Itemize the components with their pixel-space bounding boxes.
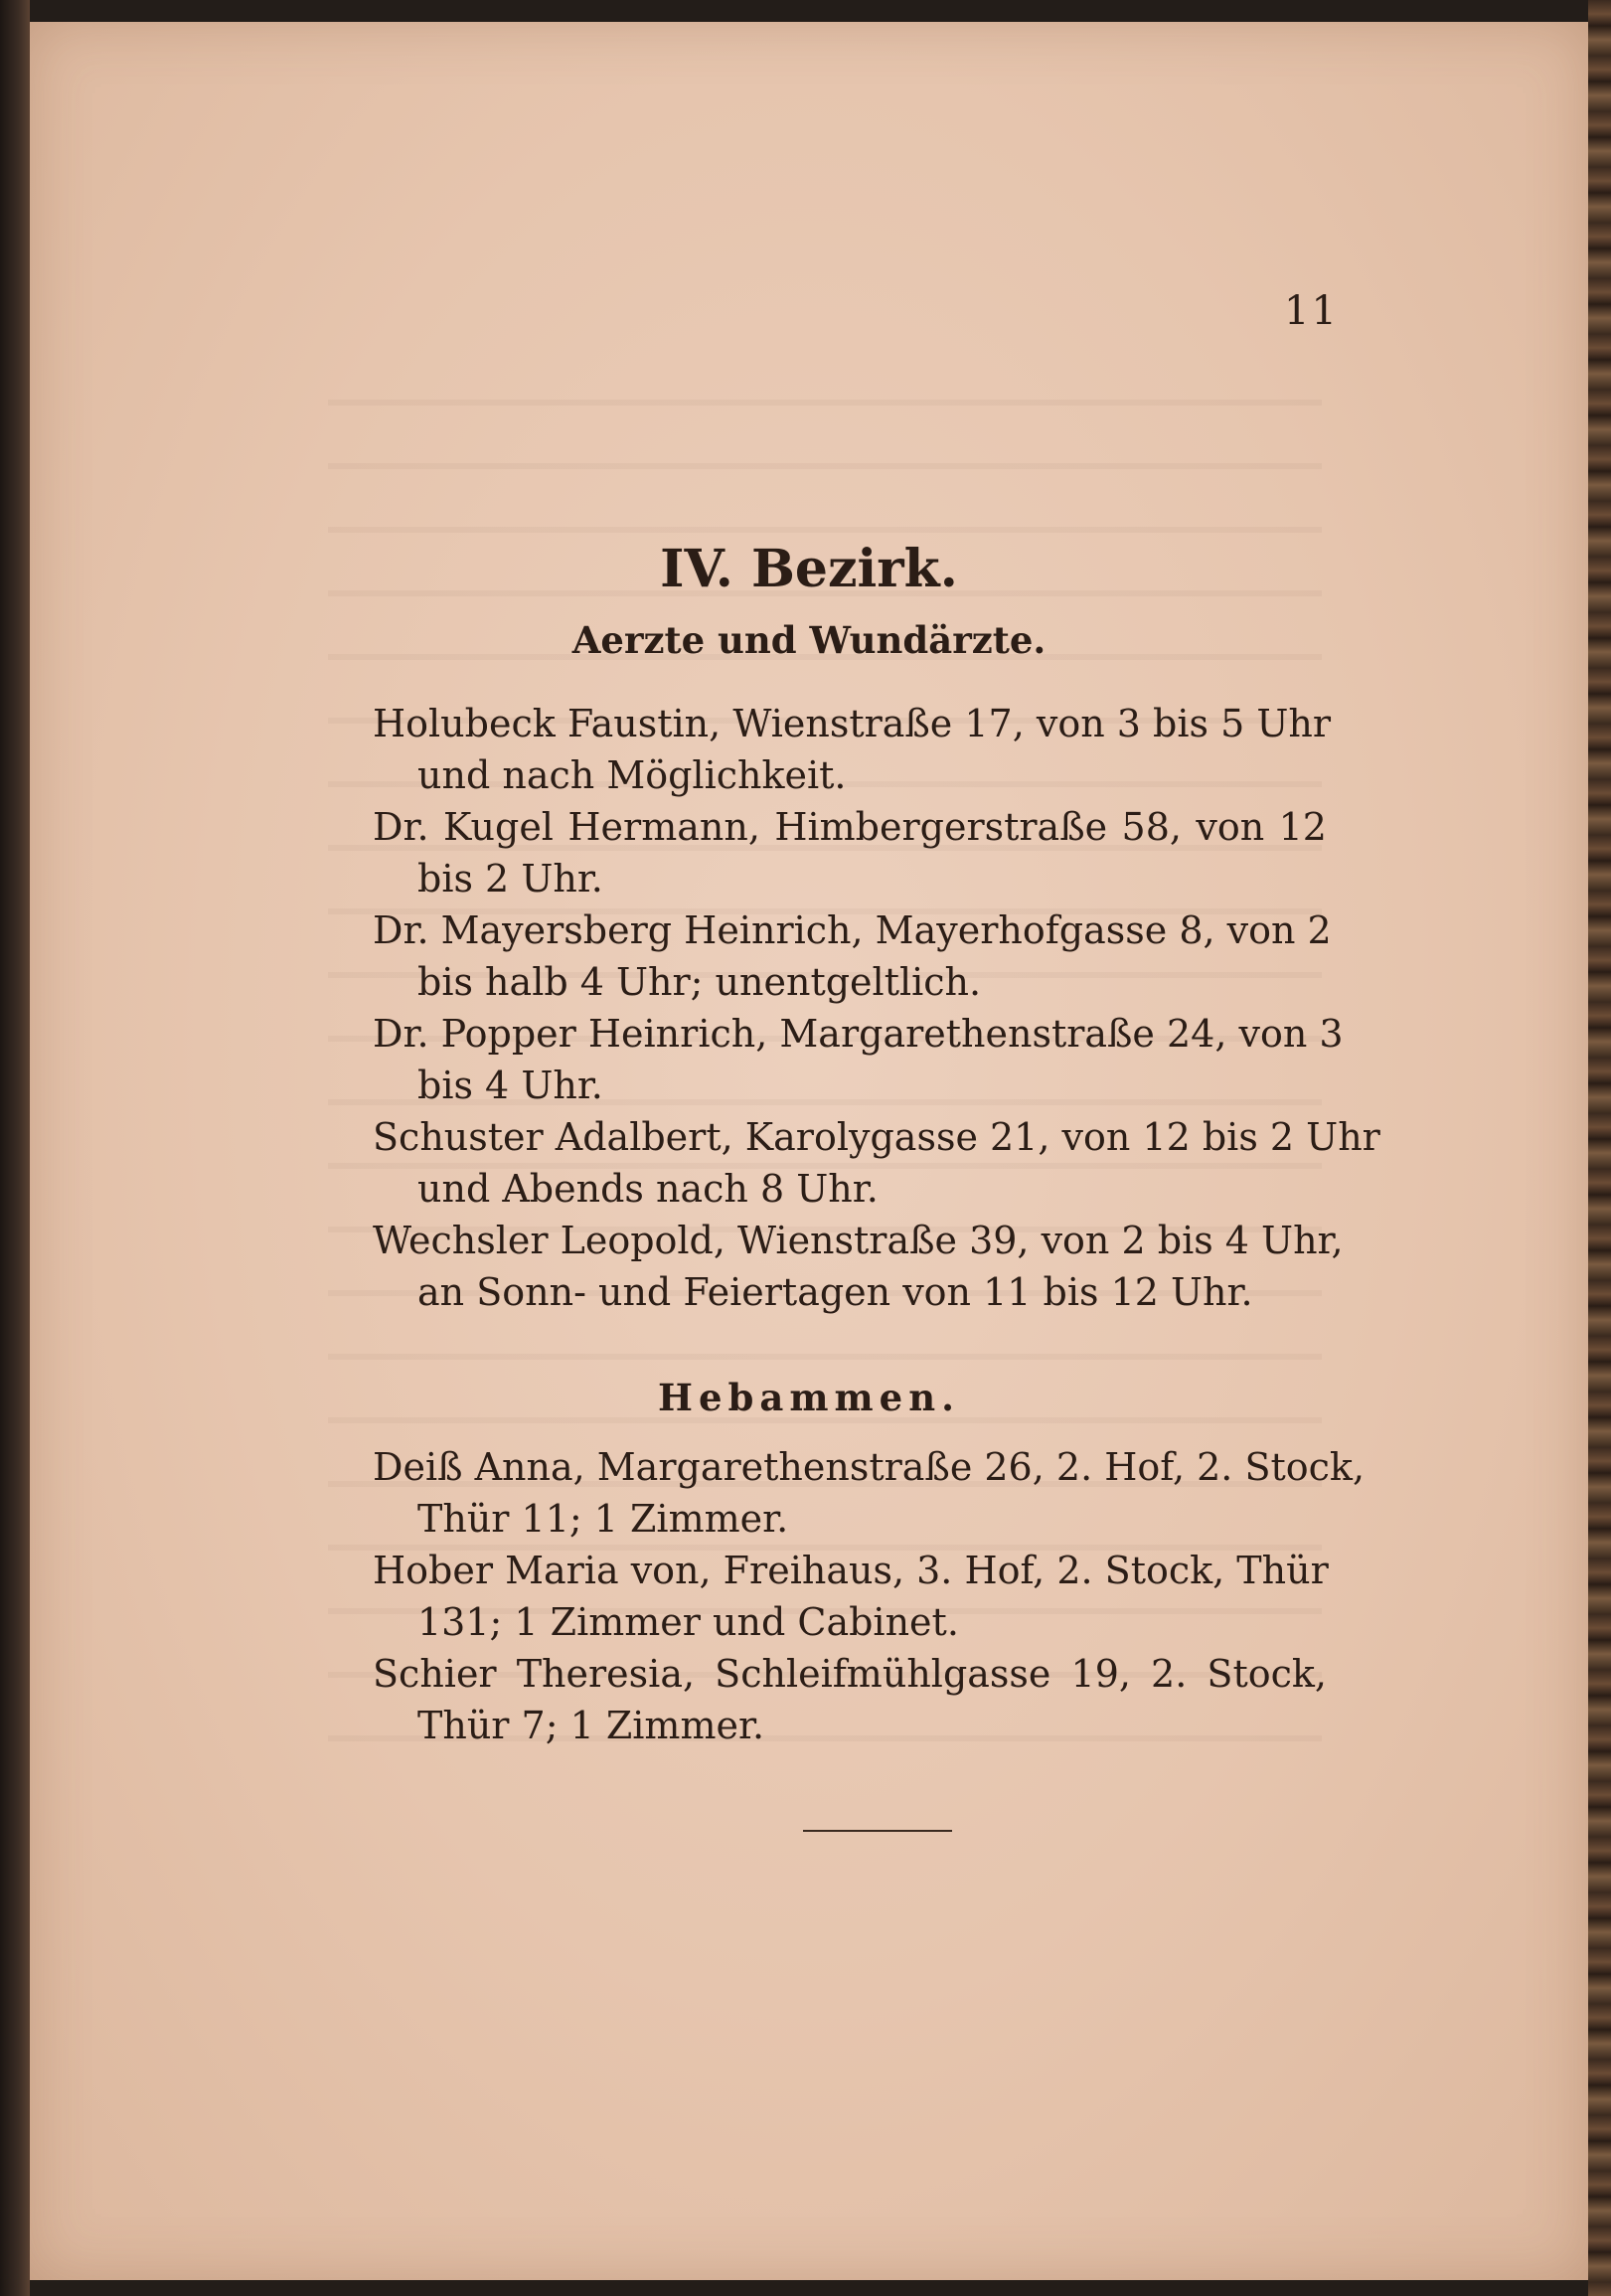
entry-line-2: bis 2 Uhr. [417,857,603,901]
entry-line-1: Holubeck Faustin, Wienstraße 17, von 3 bis 5 Uhr [373,702,1332,745]
entry-line-1: Hober Maria von, Freihaus, 3. Hof, 2. Stock, Thür [373,1549,1329,1592]
entry-line-1: Wechsler Leopold, Wienstraße 39, von 2 bis 4 Uhr, [373,1219,1344,1262]
midwife-entry [373,1545,1327,1648]
physician-entry [373,904,1332,1008]
entry-line-2: 131; 1 Zimmer und Cabinet. [417,1600,959,1644]
physician-entry [373,801,1327,904]
entry-line-1: Schier Theresia, Schleifmühlgasse 19, 2. Stock, [373,1652,1327,1696]
entry-line-1: Schuster Adalbert, Karolygasse 21, von 12 bis 2 Uhr [373,1115,1380,1159]
midwife-entry [373,1648,1327,1751]
entry-line-1: Deiß Anna, Margarethenstraße 26, 2. Hof, 2. Stock, [373,1445,1366,1489]
paper-page [30,22,1588,2280]
entry-line-2: Thür 7; 1 Zimmer. [417,1704,765,1747]
physician-entry [373,698,1332,801]
closing-rule [803,1830,952,1832]
book-spine-edge [0,0,30,2296]
entry-line-1: Dr. Mayersberg Heinrich, Mayerhofgasse 8, von 2 [373,908,1332,952]
physician-entry [373,1111,1380,1215]
entry-line-2: Thür 11; 1 Zimmer. [417,1497,789,1541]
entry-line-2: bis halb 4 Uhr; unentgeltlich. [417,960,982,1004]
section-title: IV. Bezirk. [660,539,958,599]
entry-line-1: Dr. Popper Heinrich, Margarethenstraße 24, von 3 [373,1012,1344,1056]
page-number: 11 [1284,288,1339,334]
entry-line-2: und nach Möglichkeit. [417,753,847,797]
midwife-entry [373,1441,1366,1545]
entry-line-2: an Sonn- und Feiertagen von 11 bis 12 Uhr. [417,1270,1253,1314]
physician-entry [373,1215,1344,1318]
book-cover-edge [1588,0,1611,2296]
physician-entry [373,1008,1344,1111]
midwives-heading: Hebammen. [658,1376,960,1419]
physicians-heading: Aerzte und Wundärzte. [571,618,1047,662]
entry-line-2: bis 4 Uhr. [417,1064,603,1107]
entry-line-1: Dr. Kugel Hermann, Himbergerstraße 58, von 12 [373,805,1327,849]
entry-line-2: und Abends nach 8 Uhr. [417,1167,879,1211]
